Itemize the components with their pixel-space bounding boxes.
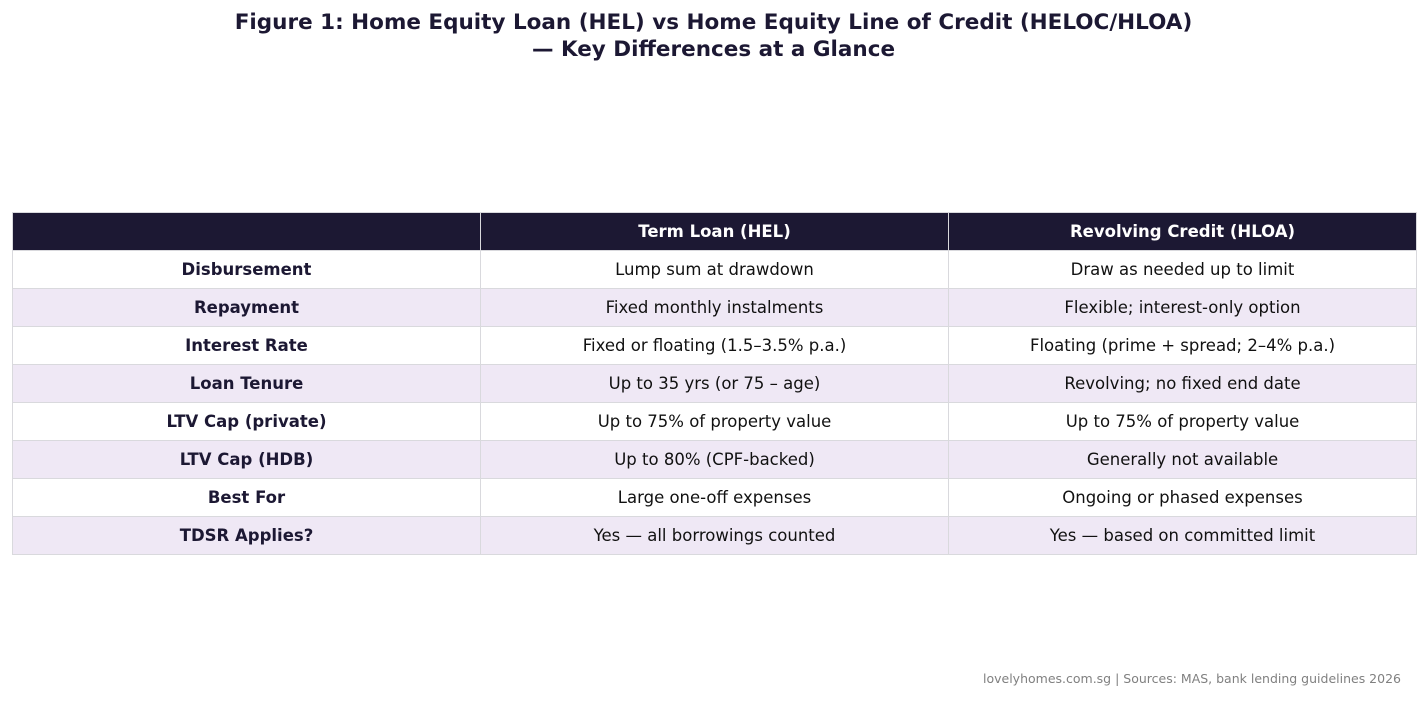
- table-row: [13, 251, 1417, 289]
- row-label: Disbursement: [13, 251, 481, 289]
- cell-revolving-credit: Flexible; interest-only option: [949, 289, 1417, 327]
- cell-revolving-credit: Generally not available: [949, 441, 1417, 479]
- cell-revolving-credit: Yes — based on committed limit: [949, 517, 1417, 555]
- cell-term-loan: Up to 35 yrs (or 75 – age): [481, 365, 949, 403]
- row-label: Best For: [13, 479, 481, 517]
- cell-term-loan: Lump sum at drawdown: [481, 251, 949, 289]
- cell-term-loan: Fixed monthly instalments: [481, 289, 949, 327]
- row-label: Repayment: [13, 289, 481, 327]
- row-label: TDSR Applies?: [13, 517, 481, 555]
- cell-revolving-credit: Revolving; no fixed end date: [949, 365, 1417, 403]
- column-header-blank: [13, 213, 481, 251]
- table-header-row: [13, 213, 1417, 251]
- cell-term-loan: Yes — all borrowings counted: [481, 517, 949, 555]
- table-row: [13, 365, 1417, 403]
- table-body: [13, 251, 1417, 555]
- chart-title-line-1: Figure 1: Home Equity Loan (HEL) vs Home Equity Line of Credit (HELOC/HLOA): [234, 10, 1193, 35]
- table-row: [13, 403, 1417, 441]
- table-row: [13, 479, 1417, 517]
- cell-term-loan: Fixed or floating (1.5–3.5% p.a.): [481, 327, 949, 365]
- table-row: [13, 327, 1417, 365]
- table-row: [13, 517, 1417, 555]
- row-label: Loan Tenure: [13, 365, 481, 403]
- cell-revolving-credit: Ongoing or phased expenses: [949, 479, 1417, 517]
- chart-title: [0, 9, 1427, 63]
- row-label: LTV Cap (HDB): [13, 441, 481, 479]
- row-label: LTV Cap (private): [13, 403, 481, 441]
- chart-title-line-2: — Key Differences at a Glance: [531, 37, 896, 62]
- row-label: Interest Rate: [13, 327, 481, 365]
- comparison-table: [12, 212, 1417, 555]
- column-header-term-loan: Term Loan (HEL): [481, 213, 949, 251]
- table-row: [13, 289, 1417, 327]
- cell-term-loan: Up to 80% (CPF-backed): [481, 441, 949, 479]
- cell-term-loan: Up to 75% of property value: [481, 403, 949, 441]
- source-footer: lovelyhomes.com.sg | Sources: MAS, bank lending guidelines 2026: [983, 671, 1401, 686]
- table-row: [13, 441, 1417, 479]
- cell-revolving-credit: Draw as needed up to limit: [949, 251, 1417, 289]
- column-header-revolving-credit: Revolving Credit (HLOA): [949, 213, 1417, 251]
- cell-revolving-credit: Up to 75% of property value: [949, 403, 1417, 441]
- cell-term-loan: Large one-off expenses: [481, 479, 949, 517]
- cell-revolving-credit: Floating (prime + spread; 2–4% p.a.): [949, 327, 1417, 365]
